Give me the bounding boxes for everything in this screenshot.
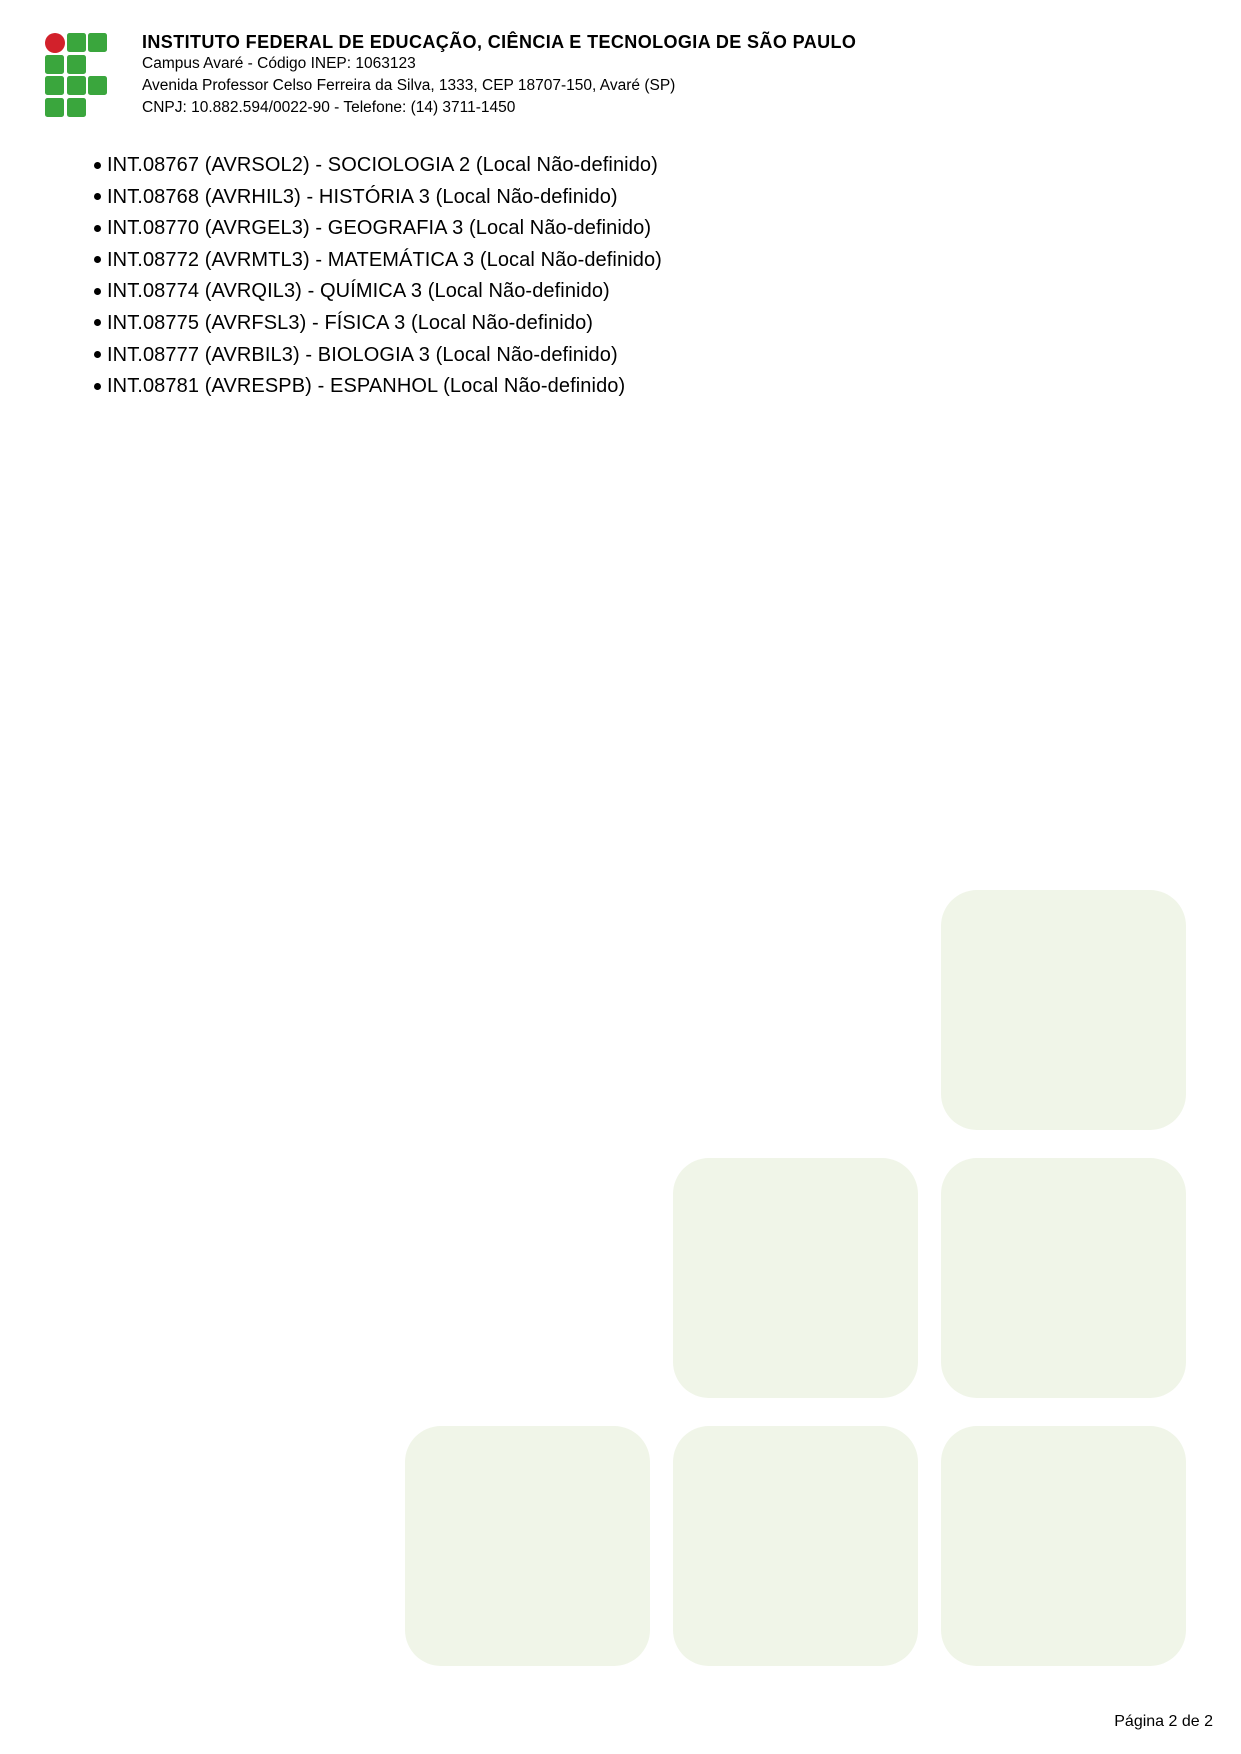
watermark-square: [941, 1158, 1186, 1398]
logo-empty-cell: [88, 55, 107, 74]
logo-green-square: [88, 33, 107, 52]
course-list-item: INT.08770 (AVRGEL3) - GEOGRAFIA 3 (Local Não-definido): [95, 213, 662, 245]
course-list-item: INT.08768 (AVRHIL3) - HISTÓRIA 3 (Local Não-definido): [95, 182, 662, 214]
institution-name: INSTITUTO FEDERAL DE EDUCAÇÃO, CIÊNCIA E TECNOLOGIA DE SÃO PAULO: [142, 32, 857, 52]
course-list-item: INT.08767 (AVRSOL2) - SOCIOLOGIA 2 (Local Não-definido): [95, 150, 662, 182]
course-list-item: INT.08772 (AVRMTL3) - MATEMÁTICA 3 (Local Não-definido): [95, 245, 662, 277]
logo-empty-cell: [88, 98, 107, 117]
logo-green-square: [45, 55, 64, 74]
watermark-square: [673, 1426, 918, 1666]
watermark-square: [673, 1158, 918, 1398]
logo-green-square: [67, 33, 86, 52]
logo-green-square: [88, 76, 107, 95]
logo-green-square: [67, 98, 86, 117]
logo-green-square: [45, 98, 64, 117]
logo-green-square: [45, 76, 64, 95]
watermark-square: [941, 1426, 1186, 1666]
document-header: [142, 32, 856, 119]
course-list-item: INT.08777 (AVRBIL3) - BIOLOGIA 3 (Local Não-definido): [95, 340, 662, 372]
cnpj-phone-line: CNPJ: 10.882.594/0022-90 - Telefone: (14) 3711-1450: [142, 99, 516, 116]
course-list-item: INT.08781 (AVRESPB) - ESPANHOL (Local Não-definido): [95, 371, 662, 403]
page-indicator: Página 2 de 2: [1114, 1713, 1213, 1730]
ifsp-logo-icon: [45, 33, 107, 117]
watermark-square: [405, 1426, 650, 1666]
course-list: [95, 150, 662, 403]
course-list-item: INT.08775 (AVRFSL3) - FÍSICA 3 (Local Não-definido): [95, 308, 662, 340]
logo-green-square: [67, 55, 86, 74]
campus-line: Campus Avaré - Código INEP: 1063123: [142, 55, 416, 72]
watermark-square: [941, 890, 1186, 1130]
logo-red-circle: [45, 33, 65, 53]
logo-green-square: [67, 76, 86, 95]
address-line: Avenida Professor Celso Ferreira da Silva, 1333, CEP 18707-150, Avaré (SP): [142, 77, 676, 94]
course-list-item: INT.08774 (AVRQIL3) - QUÍMICA 3 (Local Não-definido): [95, 276, 662, 308]
